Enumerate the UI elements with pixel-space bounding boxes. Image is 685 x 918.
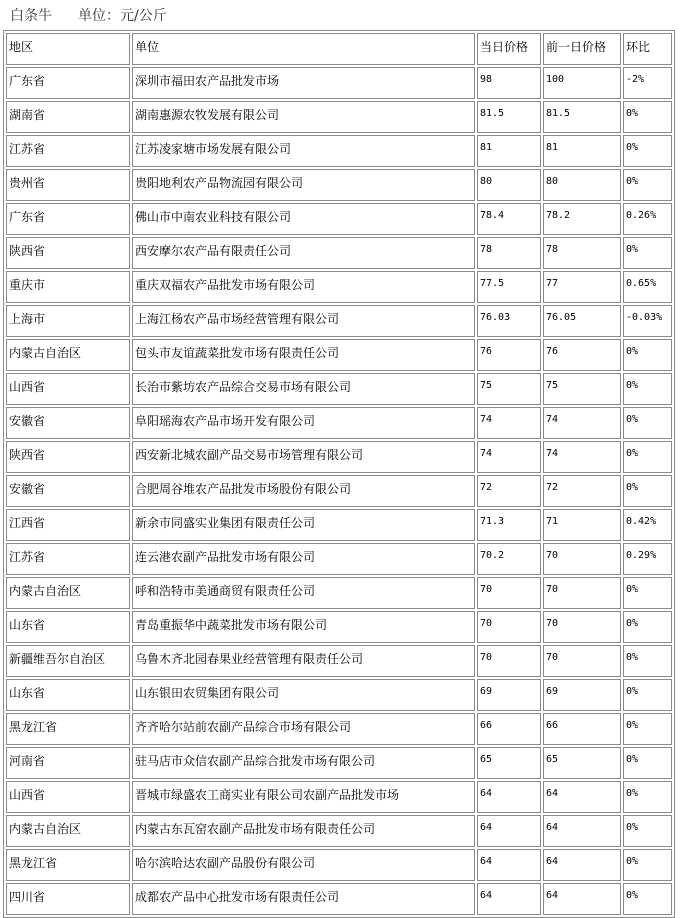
table-row [6, 781, 672, 813]
previous-price-cell: 72 [543, 475, 621, 507]
current-price-cell: 64 [477, 781, 541, 813]
region-cell: 湖南省 [6, 101, 130, 133]
current-price-cell: 80 [477, 169, 541, 201]
change-cell: 0% [623, 135, 672, 167]
change-cell: 0% [623, 849, 672, 881]
table-row [6, 543, 672, 575]
current-price-cell: 71.3 [477, 509, 541, 541]
change-cell: 0% [623, 883, 672, 915]
current-price-cell: 70 [477, 611, 541, 643]
previous-price-cell: 64 [543, 883, 621, 915]
company-cell: 包头市友谊蔬菜批发市场有限责任公司 [132, 339, 475, 371]
previous-price-cell: 71 [543, 509, 621, 541]
current-price-cell: 74 [477, 441, 541, 473]
previous-price-cell: 76.05 [543, 305, 621, 337]
table-row [6, 339, 672, 371]
change-cell: 0% [623, 781, 672, 813]
price-table [3, 30, 675, 918]
change-cell: 0.29% [623, 543, 672, 575]
table-row [6, 577, 672, 609]
previous-price-cell: 70 [543, 645, 621, 677]
change-cell: 0% [623, 441, 672, 473]
company-cell: 江苏凌家塘市场发展有限公司 [132, 135, 475, 167]
company-cell: 重庆双福农产品批发市场有限公司 [132, 271, 475, 303]
change-cell: 0% [623, 339, 672, 371]
current-price-cell: 64 [477, 883, 541, 915]
region-cell: 四川省 [6, 883, 130, 915]
previous-price-cell: 75 [543, 373, 621, 405]
previous-price-cell: 80 [543, 169, 621, 201]
previous-price-cell: 64 [543, 781, 621, 813]
table-row [6, 407, 672, 439]
previous-price-cell: 64 [543, 849, 621, 881]
current-price-cell: 70 [477, 645, 541, 677]
column-header-company: 单位 [132, 33, 475, 65]
company-cell: 乌鲁木齐北园春果业经营管理有限责任公司 [132, 645, 475, 677]
company-cell: 西安摩尔农产品有限责任公司 [132, 237, 475, 269]
region-cell: 贵州省 [6, 169, 130, 201]
table-row [6, 101, 672, 133]
previous-price-cell: 65 [543, 747, 621, 779]
company-cell: 内蒙古东瓦窑农副产品批发市场有限责任公司 [132, 815, 475, 847]
previous-price-cell: 69 [543, 679, 621, 711]
region-cell: 黑龙江省 [6, 713, 130, 745]
change-cell: 0% [623, 611, 672, 643]
change-cell: 0% [623, 645, 672, 677]
region-cell: 山西省 [6, 373, 130, 405]
previous-price-cell: 77 [543, 271, 621, 303]
change-cell: 0% [623, 169, 672, 201]
change-cell: 0% [623, 747, 672, 779]
company-cell: 贵阳地利农产品物流园有限公司 [132, 169, 475, 201]
change-cell: 0.65% [623, 271, 672, 303]
company-cell: 呼和浩特市美通商贸有限责任公司 [132, 577, 475, 609]
previous-price-cell: 100 [543, 67, 621, 99]
region-cell: 上海市 [6, 305, 130, 337]
region-cell: 山西省 [6, 781, 130, 813]
change-cell: 0% [623, 373, 672, 405]
region-cell: 山东省 [6, 679, 130, 711]
region-cell: 山东省 [6, 611, 130, 643]
table-row [6, 713, 672, 745]
current-price-cell: 78.4 [477, 203, 541, 235]
company-cell: 哈尔滨哈达农副产品股份有限公司 [132, 849, 475, 881]
change-cell: 0% [623, 577, 672, 609]
region-cell: 安徽省 [6, 407, 130, 439]
previous-price-cell: 66 [543, 713, 621, 745]
region-cell: 陕西省 [6, 441, 130, 473]
table-row [6, 475, 672, 507]
region-cell: 内蒙古自治区 [6, 815, 130, 847]
region-cell: 重庆市 [6, 271, 130, 303]
current-price-cell: 66 [477, 713, 541, 745]
change-cell: 0% [623, 237, 672, 269]
region-cell: 江西省 [6, 509, 130, 541]
current-price-cell: 76.03 [477, 305, 541, 337]
company-cell: 成都农产品中心批发市场有限责任公司 [132, 883, 475, 915]
region-cell: 新疆维吾尔自治区 [6, 645, 130, 677]
company-cell: 西安新北城农副产品交易市场管理有限公司 [132, 441, 475, 473]
table-row [6, 883, 672, 915]
previous-price-cell: 81.5 [543, 101, 621, 133]
change-cell: 0% [623, 101, 672, 133]
company-cell: 佛山市中南农业科技有限公司 [132, 203, 475, 235]
current-price-cell: 70 [477, 577, 541, 609]
current-price-cell: 81.5 [477, 101, 541, 133]
column-header-current-price: 当日价格 [477, 33, 541, 65]
current-price-cell: 75 [477, 373, 541, 405]
table-caption [10, 5, 167, 27]
price-table-body [6, 33, 672, 915]
region-cell: 广东省 [6, 67, 130, 99]
previous-price-cell: 81 [543, 135, 621, 167]
change-cell: 0% [623, 815, 672, 847]
current-price-cell: 74 [477, 407, 541, 439]
column-header-previous-price: 前一日价格 [543, 33, 621, 65]
table-row [6, 67, 672, 99]
table-row [6, 679, 672, 711]
previous-price-cell: 64 [543, 815, 621, 847]
region-cell: 黑龙江省 [6, 849, 130, 881]
change-cell: 0% [623, 475, 672, 507]
table-row [6, 271, 672, 303]
change-cell: 0.42% [623, 509, 672, 541]
region-cell: 江苏省 [6, 135, 130, 167]
company-cell: 合肥周谷堆农产品批发市场股份有限公司 [132, 475, 475, 507]
table-row [6, 373, 672, 405]
previous-price-cell: 70 [543, 543, 621, 575]
region-cell: 陕西省 [6, 237, 130, 269]
table-row [6, 237, 672, 269]
column-header-change: 环比 [623, 33, 672, 65]
region-cell: 安徽省 [6, 475, 130, 507]
column-header-region: 地区 [6, 33, 130, 65]
previous-price-cell: 70 [543, 577, 621, 609]
company-cell: 阜阳瑶海农产品市场开发有限公司 [132, 407, 475, 439]
table-row [6, 203, 672, 235]
company-cell: 深圳市福田农产品批发市场 [132, 67, 475, 99]
table-row [6, 441, 672, 473]
company-cell: 上海江杨农产品市场经营管理有限公司 [132, 305, 475, 337]
change-cell: 0% [623, 679, 672, 711]
change-cell: 0.26% [623, 203, 672, 235]
region-cell: 内蒙古自治区 [6, 577, 130, 609]
change-cell: 0% [623, 713, 672, 745]
table-row [6, 305, 672, 337]
previous-price-cell: 74 [543, 441, 621, 473]
previous-price-cell: 78.2 [543, 203, 621, 235]
company-cell: 长治市紫坊农产品综合交易市场有限公司 [132, 373, 475, 405]
unit-label: 单位：元/公斤 [78, 8, 167, 24]
previous-price-cell: 74 [543, 407, 621, 439]
current-price-cell: 81 [477, 135, 541, 167]
current-price-cell: 98 [477, 67, 541, 99]
table-row [6, 135, 672, 167]
previous-price-cell: 70 [543, 611, 621, 643]
current-price-cell: 65 [477, 747, 541, 779]
company-cell: 驻马店市众信农副产品综合批发市场有限公司 [132, 747, 475, 779]
change-cell: -2% [623, 67, 672, 99]
table-row [6, 645, 672, 677]
company-cell: 齐齐哈尔站前农副产品综合市场有限公司 [132, 713, 475, 745]
previous-price-cell: 76 [543, 339, 621, 371]
current-price-cell: 77.5 [477, 271, 541, 303]
table-row [6, 169, 672, 201]
current-price-cell: 64 [477, 815, 541, 847]
table-header-row [6, 33, 672, 65]
company-cell: 青岛重振华中蔬菜批发市场有限公司 [132, 611, 475, 643]
company-cell: 山东银田农贸集团有限公司 [132, 679, 475, 711]
change-cell: 0% [623, 407, 672, 439]
change-cell: -0.03% [623, 305, 672, 337]
region-cell: 江苏省 [6, 543, 130, 575]
previous-price-cell: 78 [543, 237, 621, 269]
company-cell: 湖南惠源农牧发展有限公司 [132, 101, 475, 133]
region-cell: 广东省 [6, 203, 130, 235]
company-cell: 新余市同盛实业集团有限责任公司 [132, 509, 475, 541]
table-row [6, 849, 672, 881]
table-row [6, 815, 672, 847]
current-price-cell: 76 [477, 339, 541, 371]
table-row [6, 611, 672, 643]
current-price-cell: 69 [477, 679, 541, 711]
current-price-cell: 64 [477, 849, 541, 881]
region-cell: 河南省 [6, 747, 130, 779]
product-name: 白条牛 [10, 8, 52, 24]
current-price-cell: 78 [477, 237, 541, 269]
region-cell: 内蒙古自治区 [6, 339, 130, 371]
company-cell: 连云港农副产品批发市场有限公司 [132, 543, 475, 575]
table-row [6, 747, 672, 779]
current-price-cell: 72 [477, 475, 541, 507]
table-row [6, 509, 672, 541]
company-cell: 晋城市绿盛农工商实业有限公司农副产品批发市场 [132, 781, 475, 813]
current-price-cell: 70.2 [477, 543, 541, 575]
